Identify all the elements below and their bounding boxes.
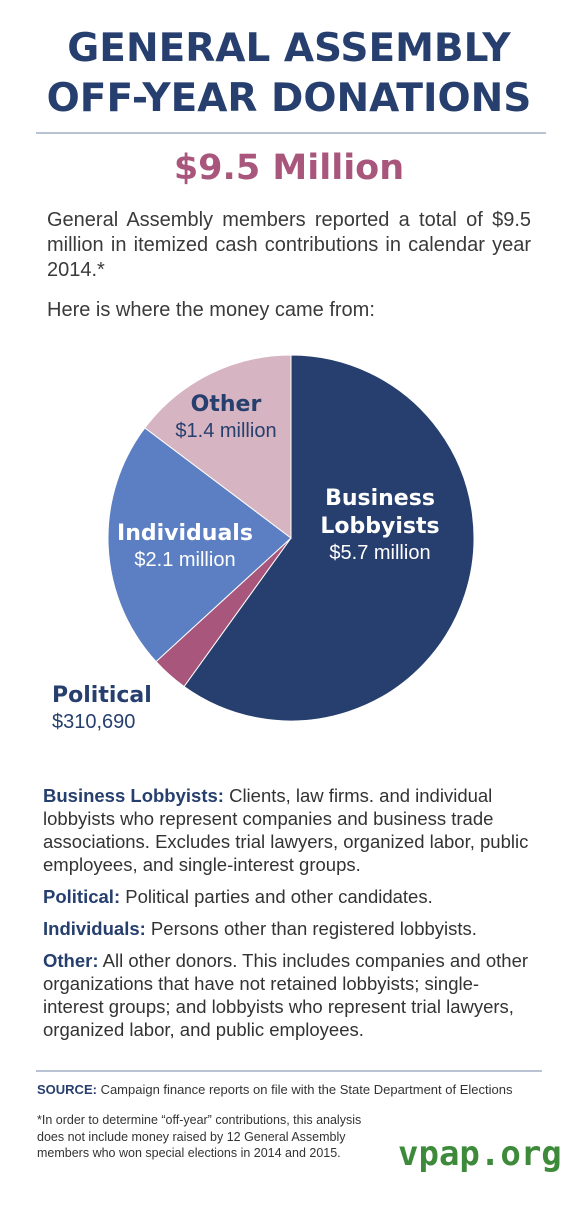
individuals-label: Individuals [117, 521, 253, 546]
definition-other: Other: All other donors. This includes companies and other organizations that have not retained lobbyists; single-interest groups; and lobbyists who represent trial lawyers, organized labor, and public employees. [43, 950, 529, 1040]
source-note: SOURCE: Campaign finance reports on file with the State Department of Elections [37, 1082, 513, 1097]
page-title [0, 24, 578, 124]
business-lobbyists-value: $5.7 million [329, 542, 431, 564]
definition-business-lobbyists: Business Lobbyists: Clients, law firms. and individual lobbyists who represent companies and business trade associations. Excludes trial lawyers, organized labor, public employees, and single-interest groups. [43, 785, 529, 875]
political-label: Political [52, 683, 152, 708]
footnote: *In order to determine “off-year” contributions, this analysis does not include money raised by 12 General Assembly members who won special elections in 2014 and 2015. [37, 1113, 362, 1160]
individuals-value: $2.1 million [134, 549, 236, 571]
definitions [43, 784, 538, 1050]
other-label: Other [190, 392, 262, 417]
definition-political: Political: Political parties and other candidates. [43, 886, 433, 907]
subintro-text: Here is where the money came from: [47, 299, 375, 321]
political-value: $310,690 [52, 711, 136, 733]
total-amount: $9.5 Million [173, 148, 405, 188]
vpap-logo[interactable]: vpap.org [398, 1134, 562, 1174]
donations-pie-chart [0, 340, 578, 760]
intro-text: General Assembly members reported a total of $9.5 million in itemized cash contributions in calendar year 2014.* [47, 209, 531, 281]
top-divider [36, 132, 546, 134]
title-line-2: OFF-YEAR DONATIONS [46, 76, 532, 121]
business-lobbyists-label: Business Lobbyists [320, 486, 440, 539]
definition-individuals: Individuals: Persons other than registered lobbyists. [43, 918, 477, 939]
bottom-divider [36, 1070, 542, 1072]
other-value: $1.4 million [175, 420, 277, 442]
title-line-1: GENERAL ASSEMBLY [67, 26, 511, 71]
